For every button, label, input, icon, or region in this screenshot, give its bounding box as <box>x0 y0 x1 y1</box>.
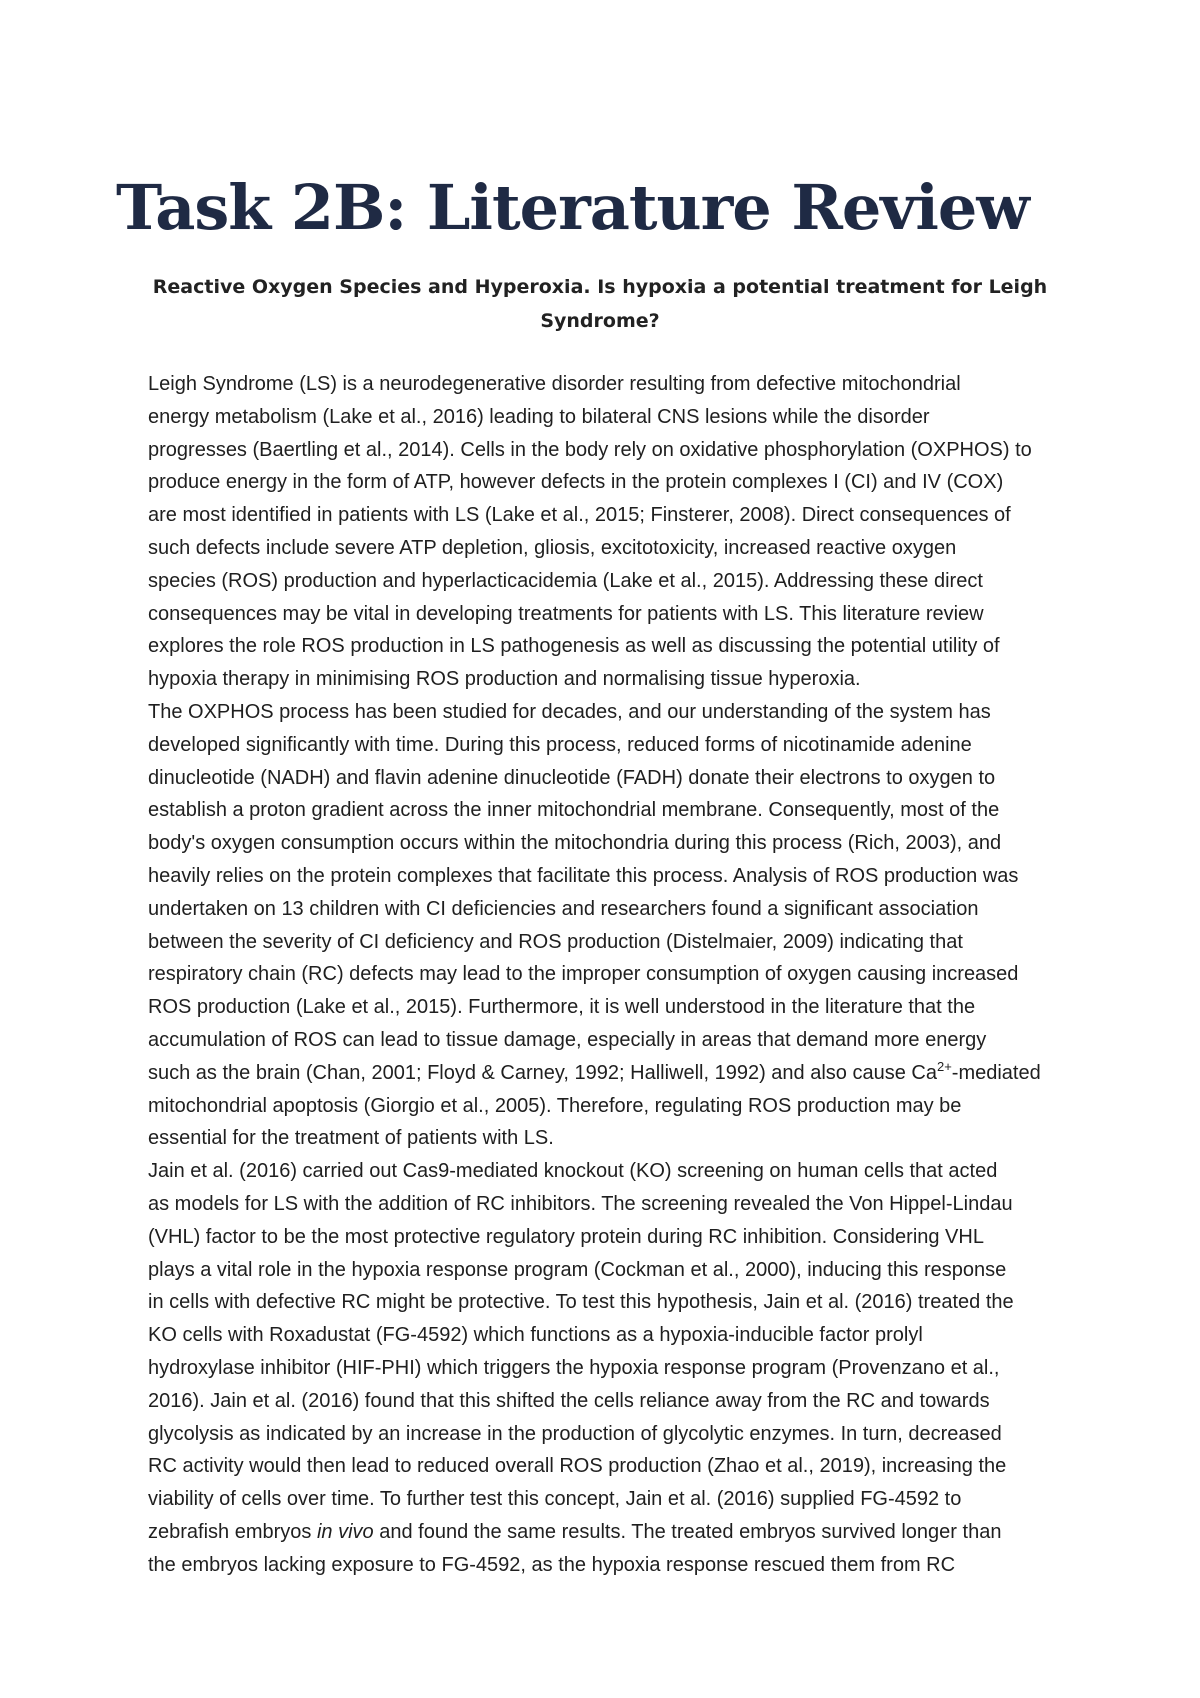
italic-text: in vivo <box>316 1520 374 1543</box>
line-text: body's oxygen consumption occurs within the mitochondria during this process (Rich, 2003), and <box>148 832 1002 855</box>
subtitle-line-2: Syndrome? <box>540 310 660 332</box>
text-line <box>116 466 1084 499</box>
text-line <box>116 1024 1084 1057</box>
text-line <box>116 991 1084 1024</box>
line-text: energy metabolism (Lake et al., 2016) leading to bilateral CNS lesions while the disorder <box>148 405 930 428</box>
document-title: Task 2B: Literature Review <box>116 171 1029 244</box>
document-body <box>116 368 1084 1581</box>
line-text: glycolysis as indicated by an increase in the production of glycolytic enzymes. In turn, decreased <box>148 1422 1002 1445</box>
text-line <box>116 1385 1084 1418</box>
line-text: RC activity would then lead to reduced overall ROS production (Zhao et al., 2019), increasing the <box>148 1455 1007 1478</box>
line-text: undertaken on 13 children with CI deficiencies and researchers found a significant association <box>148 897 979 920</box>
text-line <box>116 598 1084 631</box>
line-text: in cells with defective RC might be protective. To test this hypothesis, Jain et al. (2016) treated the <box>148 1291 1014 1314</box>
line-text: are most identified in patients with LS (Lake et al., 2015; Finsterer, 2008). Direct consequences of <box>148 504 1011 527</box>
text-line <box>116 893 1084 926</box>
line-text: heavily relies on the protein complexes that facilitate this process. Analysis of ROS production was <box>148 864 1019 887</box>
text-line <box>116 1188 1084 1221</box>
line-text: such as the brain (Chan, 2001; Floyd & Carney, 1992; Halliwell, 1992) and also cause Ca <box>148 1061 937 1084</box>
text-line <box>116 499 1084 532</box>
text-line <box>116 762 1084 795</box>
text-line <box>116 434 1084 467</box>
text-line <box>116 1286 1084 1319</box>
text-line <box>116 1319 1084 1352</box>
subtitle-line-1: Reactive Oxygen Species and Hyperoxia. Is hypoxia a potential treatment for Leigh <box>152 276 1048 298</box>
text-line <box>116 1418 1084 1451</box>
text-line <box>116 729 1084 762</box>
line-text: species (ROS) production and hyperlacticacidemia (Lake et al., 2015). Addressing these direct <box>148 569 983 592</box>
line-text: KO cells with Roxadustat (FG-4592) which functions as a hypoxia-inducible factor prolyl <box>148 1324 923 1347</box>
text-line <box>116 860 1084 893</box>
line-text: produce energy in the form of ATP, however defects in the protein complexes I (CI) and IV (COX) <box>148 471 1004 494</box>
text-line <box>116 1516 1084 1549</box>
line-text: viability of cells over time. To further test this concept, Jain et al. (2016) supplied FG-4592 to <box>148 1488 962 1511</box>
document-subtitle <box>150 270 1050 338</box>
text-line <box>116 1090 1084 1123</box>
line-text: Jain et al. (2016) carried out Cas9-mediated knockout (KO) screening on human cells that acted <box>148 1160 998 1183</box>
line-text: between the severity of CI deficiency and ROS production (Distelmaier, 2009) indicating that <box>148 930 963 953</box>
text-line <box>116 1352 1084 1385</box>
text-line <box>116 1057 1084 1090</box>
paragraph <box>116 696 1084 1155</box>
line-text: as models for LS with the addition of RC inhibitors. The screening revealed the Von Hippel-Lindau <box>148 1192 1013 1215</box>
text-line <box>116 565 1084 598</box>
text-line <box>116 1254 1084 1287</box>
line-text: 2016). Jain et al. (2016) found that this shifted the cells reliance away from the RC and towards <box>148 1389 990 1412</box>
line-text: the embryos lacking exposure to FG-4592, as the hypoxia response rescued them from RC <box>148 1553 956 1576</box>
text-line <box>116 696 1084 729</box>
line-text: plays a vital role in the hypoxia response program (Cockman et al., 2000), inducing this response <box>148 1258 1007 1281</box>
text-line <box>116 368 1084 401</box>
text-line <box>116 1155 1084 1188</box>
text-line <box>116 958 1084 991</box>
text-line <box>116 532 1084 565</box>
superscript: 2+ <box>936 1058 952 1074</box>
text-line <box>116 401 1084 434</box>
line-text: ROS production (Lake et al., 2015). Furthermore, it is well understood in the literature that the <box>148 996 976 1019</box>
line-text-continued: -mediated <box>951 1061 1041 1084</box>
text-line <box>116 1122 1084 1155</box>
text-line <box>116 1483 1084 1516</box>
line-text: hypoxia therapy in minimising ROS production and normalising tissue hyperoxia. <box>148 668 861 691</box>
line-text: The OXPHOS process has been studied for decades, and our understanding of the system has <box>148 700 991 723</box>
text-line <box>116 926 1084 959</box>
line-text: establish a proton gradient across the inner mitochondrial membrane. Consequently, most of the <box>148 799 1000 822</box>
line-text: essential for the treatment of patients with LS. <box>148 1127 554 1150</box>
line-text: (VHL) factor to be the most protective regulatory protein during RC inhibition. Considering VHL <box>148 1225 984 1248</box>
line-text: dinucleotide (NADH) and flavin adenine dinucleotide (FADH) donate their electrons to oxygen to <box>148 766 996 789</box>
text-line <box>116 1450 1084 1483</box>
line-text: progresses (Baertling et al., 2014). Cells in the body rely on oxidative phosphorylation (OXPHOS) to <box>148 438 1032 461</box>
text-line <box>116 1221 1084 1254</box>
line-text: hydroxylase inhibitor (HIF-PHI) which triggers the hypoxia response program (Provenzano et al., <box>148 1356 1000 1379</box>
line-text: such defects include severe ATP depletion, gliosis, excitotoxicity, increased reactive oxygen <box>148 536 957 559</box>
line-text: mitochondrial apoptosis (Giorgio et al., 2005). Therefore, regulating ROS production may be <box>148 1094 962 1117</box>
line-text: Leigh Syndrome (LS) is a neurodegenerative disorder resulting from defective mitochondrial <box>148 373 961 395</box>
line-text: accumulation of ROS can lead to tissue damage, especially in areas that demand more energy <box>148 1028 987 1051</box>
text-line <box>116 630 1084 663</box>
line-text: consequences may be vital in developing treatments for patients with LS. This literature review <box>148 602 984 625</box>
line-text: developed significantly with time. During this process, reduced forms of nicotinamide adenine <box>148 733 972 756</box>
paragraph <box>116 368 1084 696</box>
line-text-continued: and found the same results. The treated embryos survived longer than <box>373 1520 1002 1543</box>
paragraph <box>116 1155 1084 1581</box>
line-text: zebrafish embryos <box>148 1520 317 1543</box>
text-line <box>116 794 1084 827</box>
text-line <box>116 663 1084 696</box>
text-line <box>116 1549 1084 1582</box>
line-text: respiratory chain (RC) defects may lead to the improper consumption of oxygen causing increased <box>148 963 1019 986</box>
line-text: explores the role ROS production in LS pathogenesis as well as discussing the potential utility of <box>148 635 1000 658</box>
text-line <box>116 827 1084 860</box>
